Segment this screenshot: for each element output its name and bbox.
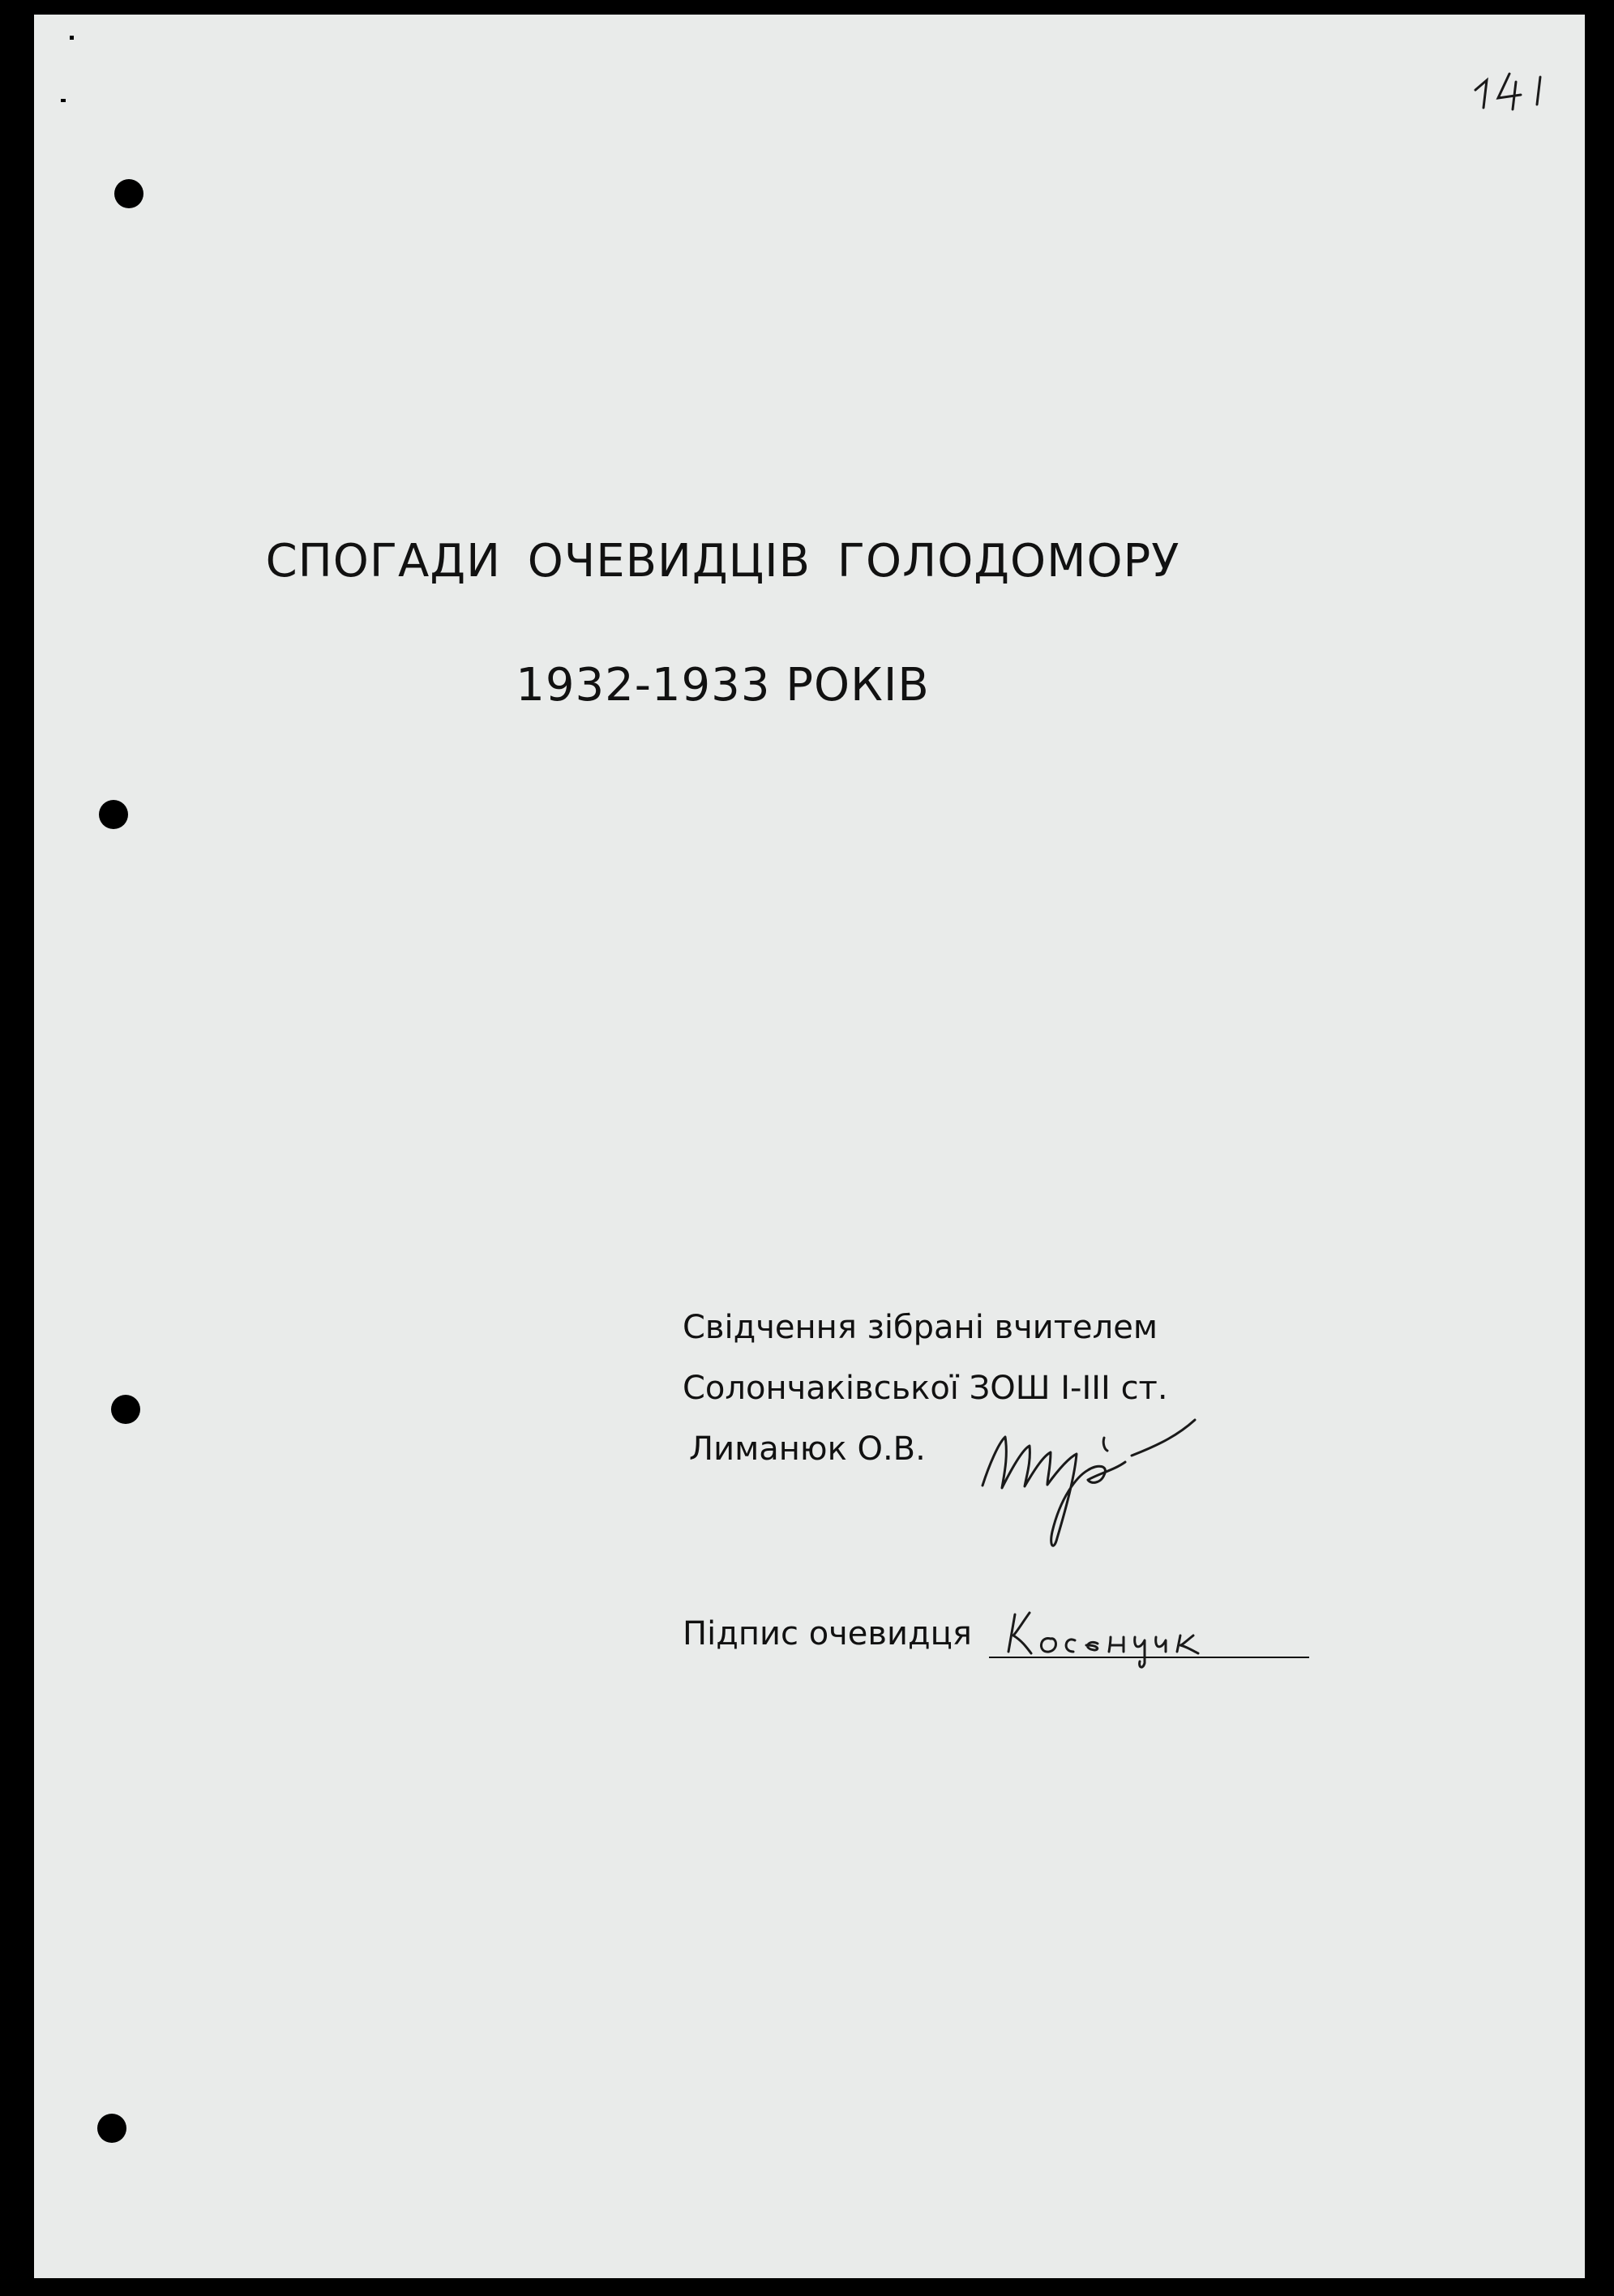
punch-hole	[111, 1395, 140, 1424]
scan-speck	[61, 99, 66, 102]
witness-signature	[994, 1603, 1253, 1676]
document-title-line-2: 1932-1933 РОКІВ	[516, 659, 930, 712]
scan-speck	[70, 36, 74, 40]
punch-hole	[97, 2114, 126, 2143]
witness-signature-label: Підпис очевидця	[683, 1615, 972, 1653]
collector-signature	[966, 1392, 1258, 1554]
punch-hole	[114, 179, 143, 208]
punch-hole	[99, 800, 128, 829]
document-sheet	[34, 15, 1585, 2278]
collector-line-1: Свідчення зібрані вчителем	[683, 1309, 1158, 1346]
collector-line-2: Солончаківської ЗОШ І-ІІІ ст.	[683, 1370, 1168, 1407]
collector-name: Лиманюк О.В.	[689, 1430, 926, 1468]
document-title-line-1: СПОГАДИ ОЧЕВИДЦІВ ГОЛОДОМОРУ	[265, 535, 1180, 588]
handwritten-page-number	[1469, 59, 1566, 116]
